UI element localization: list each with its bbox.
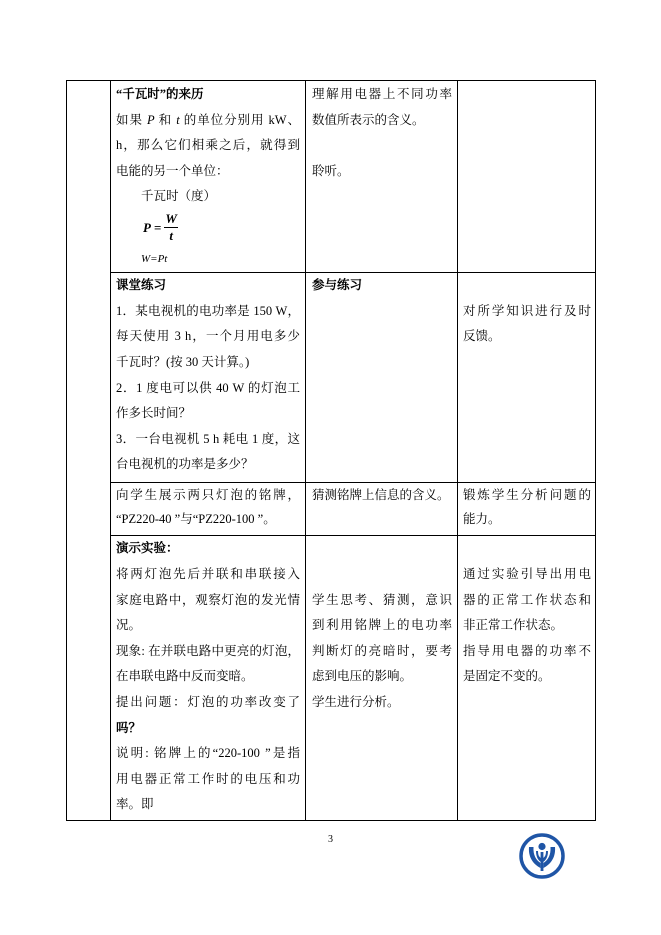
unit-label: 千瓦时（度） xyxy=(141,189,217,204)
text-line: 提出问题：灯泡的功率改变了 xyxy=(116,694,300,709)
table-border-vertical xyxy=(110,80,111,821)
text-line: 猜测铭牌上信息的含义。 xyxy=(312,488,450,502)
row4-purpose-cell xyxy=(463,562,591,690)
row2-student-cell xyxy=(312,273,452,299)
text-line: 说明: 铭牌上的“220-100 ”是指 xyxy=(116,746,300,761)
text-line: 反馈。 xyxy=(463,329,501,344)
text-line: h，那么它们相乘之后，就得到 xyxy=(116,138,300,153)
power-formula xyxy=(143,212,178,243)
text-fragment: 如果 xyxy=(116,112,147,127)
text-line: 家庭电路中，观察灯泡的发光情 xyxy=(116,592,300,607)
section-heading: 参与练习 xyxy=(312,278,363,293)
table-border-vertical xyxy=(457,80,458,821)
row2-teacher-cell xyxy=(116,273,300,478)
text-line: 能力。 xyxy=(463,512,501,526)
text-line: 用电器正常工作时的电压和功 xyxy=(116,771,300,786)
text-line: 2．1 度电可以供 40 W 的灯泡工 xyxy=(116,380,300,395)
text-line: 对所学知识进行及时 xyxy=(463,303,591,318)
text-line: 指导用电器的功率不 xyxy=(463,643,591,658)
text-line: 率。即 xyxy=(116,797,154,812)
text-line: 每天使用 3 h，一个月用电多少 xyxy=(116,329,300,344)
text-line: 3．一台电视机 5 h 耗电 1 度，这 xyxy=(116,431,300,446)
text-line: 向学生展示两只灯泡的铭牌， xyxy=(116,488,300,502)
text-line: 通过实验引导出用电 xyxy=(463,567,591,581)
text-line: 学生思考、猜测，意识 xyxy=(312,592,452,607)
row3-purpose-cell xyxy=(463,483,591,531)
power-variable: P xyxy=(146,112,155,127)
text-line: 聆听。 xyxy=(312,163,350,178)
section-heading: “千瓦时”的来历 xyxy=(116,87,204,101)
row3-teacher-cell xyxy=(116,483,300,531)
school-emblem-icon xyxy=(518,832,566,880)
energy-relation: W=Pt xyxy=(141,253,168,265)
text-line: 电能的另一个单位： xyxy=(116,163,229,178)
text-line: 判断灯的亮暗时，要考 xyxy=(312,643,452,658)
text-line: 现象: 在并联电路中更亮的灯泡， xyxy=(116,643,300,658)
text-line: 非正常工作状态。 xyxy=(463,618,564,633)
formula-denominator: t xyxy=(169,228,173,243)
text-line: “PZ220-40 ”与“PZ220-100 ”。 xyxy=(116,512,276,526)
row4-teacher-cell xyxy=(116,536,300,818)
row1-student-cell xyxy=(312,82,452,184)
text-line: 作多长时间？ xyxy=(116,406,192,421)
row2-purpose-cell xyxy=(463,299,591,350)
text-line: 是固定不变的。 xyxy=(463,669,551,684)
text-line: 数值所表示的含义。 xyxy=(312,112,425,127)
formula-equals: = xyxy=(153,219,162,235)
row4-student-cell xyxy=(312,588,452,716)
text-fragment: 的单位分别用 kW、 xyxy=(179,112,300,127)
page-number: 3 xyxy=(328,834,333,845)
section-heading: 课堂练习 xyxy=(116,278,167,293)
text-line: 学生进行分析。 xyxy=(312,694,400,709)
text-line: 吗？ xyxy=(116,720,142,735)
formula-numerator: W xyxy=(165,211,177,226)
formula-lhs: P xyxy=(143,219,151,235)
text-line: 在串联电路中反而变暗。 xyxy=(116,669,254,684)
text-line: 1．某电视机的电功率是 150 W， xyxy=(116,303,300,318)
text-line: 虑到电压的影响。 xyxy=(312,669,413,684)
row1-teacher-cell xyxy=(116,82,300,210)
text-line: 千瓦时？(按 30 天计算。) xyxy=(116,354,250,369)
formula-fraction xyxy=(164,212,178,243)
text-line xyxy=(116,108,300,134)
text-line: 锻炼学生分析问题的 xyxy=(463,488,591,502)
row3-student-cell xyxy=(312,483,452,507)
text-line: 将两灯泡先后并联和串联接入 xyxy=(116,566,300,581)
text-line: 台电视机的功率是多少？ xyxy=(116,457,254,472)
text-fragment: 和 xyxy=(154,112,177,127)
time-variable: t xyxy=(176,112,180,127)
table-border-vertical xyxy=(305,80,306,821)
text-line: 况。 xyxy=(116,618,142,633)
text-line: 器的正常工作状态和 xyxy=(463,592,591,607)
section-heading: 演示实验： xyxy=(116,541,179,556)
text-line: 到利用铭牌上的电功率 xyxy=(312,618,452,633)
text-line: 理解用电器上不同功率 xyxy=(312,87,452,101)
